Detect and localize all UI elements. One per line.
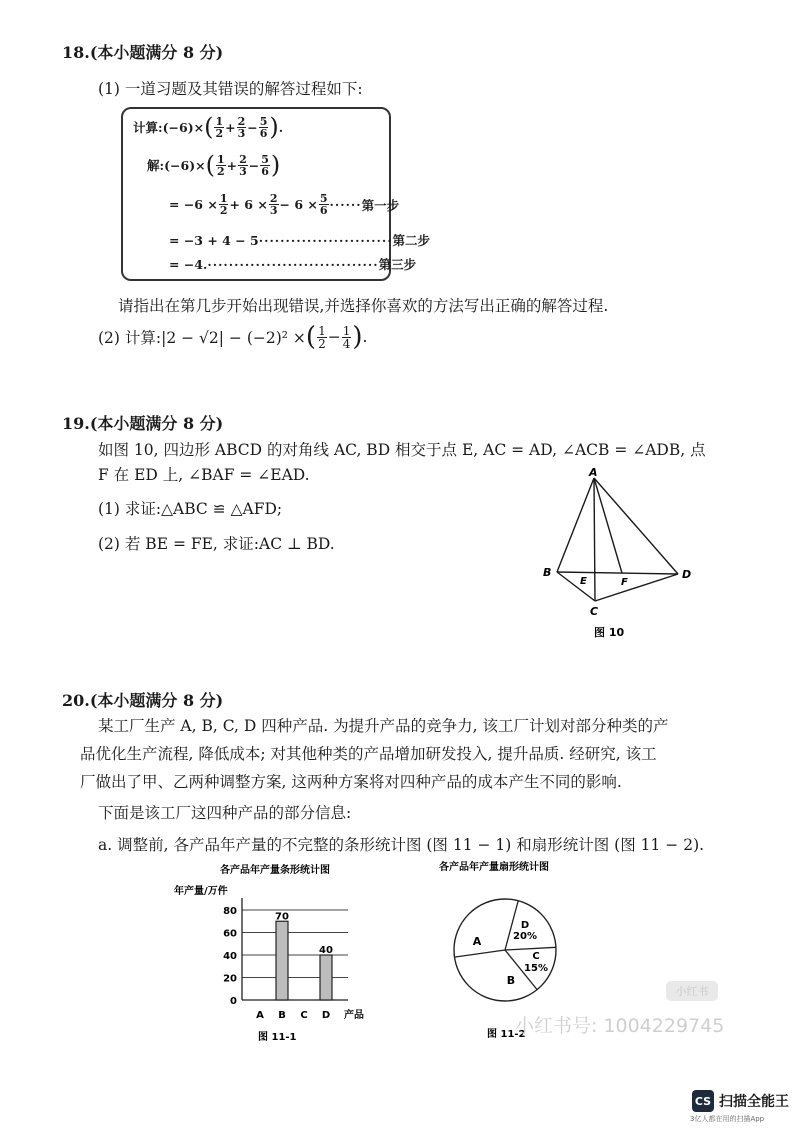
point-label-f: F [621,577,628,588]
fraction: $\frac{1}{2}$ [216,152,225,178]
bar-ytick-label: 0 [230,996,237,1007]
q18-solve-label: 解: [147,158,165,173]
q18-step3-row: = −4. ································ 第三步 [169,256,417,272]
q20-p3: 厂做出了甲、乙两种调整方案, 这两种方案将对四种产品的成本产生不同的影响. [80,773,622,791]
pie-label-b: B [506,974,516,987]
fraction: $\frac{1}{2}$ [219,192,228,217]
pie-slice-boundary [454,950,505,957]
pie-label-c: C [532,951,540,962]
vertex-label-b: B [543,566,552,579]
q18-header: 18.(本小题满分 8 分) [62,43,224,62]
q20-p1: 某工厂生产 A, B, C, D 四种产品. 为提升产品的竞争力, 该工厂计划对部分种类的产 [98,717,669,735]
pie-chart-slices [454,899,556,1001]
fraction: $\frac{2}{3}$ [269,192,278,217]
bar-ytick-label: 40 [223,951,237,962]
app-name: 扫描全能王 [719,1094,789,1110]
q18-solution-box [121,107,431,281]
bar-chart-ylabel: 年产量/万件 [174,886,228,897]
pie-percent-d: 20% [513,931,537,942]
fraction: $\frac{1}{2}$ [318,323,326,351]
fraction: $\frac{1}{4}$ [342,323,351,351]
bar-b [276,921,288,1000]
bar-chart-11-1 [170,858,390,1048]
bar-ytick-label: 60 [223,928,237,940]
q18-part2-expr: (2) 计算:|2 − √2| − (−2)² × [98,329,306,347]
q18-step1-a: = −6 × [169,197,218,212]
q19-header: 19.(本小题满分 8 分) [62,414,224,433]
camscanner-mark-icon: CS [692,1090,714,1112]
pie-percent-c: 15% [524,963,548,974]
bar-chart-title: 各产品年产量条形统计图 [220,865,330,876]
q20-header: 20.(本小题满分 8 分) [62,691,224,710]
fraction: $\frac{2}{3}$ [239,152,247,178]
q19-part2: (2) 若 BE = FE, 求证:AC ⊥ BD. [98,535,335,553]
q18-step3-expr: = −4. [169,256,208,272]
q19-part1: (1) 求证:△ABC ≌ △AFD; [98,500,283,518]
q18-step1-row: = −6 × $\frac{1}{2}$ + 6 × $\frac{2}{3}$ − 6 × $\frac{5}{6}$ ······ 第一步 [169,192,400,217]
vertex-label-a: A [589,468,598,479]
bar-xtick-label: B [278,1010,286,1021]
q18-solve-row: 解: (−6)× ( $\frac{1}{2}$ + $\frac{2}{3}$ − $\frac{5}{6}$ ) [147,151,281,179]
q18-part2: (2) 计算:|2 − √2| − (−2)² × ( $\frac{1}{2}$ − $\frac{1}{4}$ ) . [98,322,368,352]
bar-d [320,955,332,1000]
q18-calc-row: 计算: (−6)× ( $\frac{1}{2}$ + $\frac{2}{3}$ − $\frac{5}{6}$ ) . [133,113,284,141]
q18-step1-c: − 6 × [279,197,318,212]
watermark-text: 小红书号: 1004229745 [515,1015,725,1037]
point-label-e: E [580,576,587,587]
q18-part1-intro: (1) 一道习题及其错误的解答过程如下: [98,80,363,98]
bar-data-label: 40 [319,945,333,956]
q18-lead-factor: (−6)× [164,157,206,173]
q19-line2: F 在 ED 上, ∠BAF = ∠EAD. [98,466,310,484]
q18-step3-label: 第三步 [378,257,417,272]
bar-ytick-label: 20 [223,973,237,985]
bar-xtick-label: A [256,1010,264,1021]
bar-data-label: 70 [275,911,289,923]
bar-chart-xticks [256,1010,330,1021]
pie-slice-boundary [505,901,518,950]
bar-ytick-label: 80 [223,906,237,917]
vertex-label-c: C [590,605,599,618]
bar-chart-caption: 图 11-1 [258,1032,297,1043]
bar-xtick-label: C [300,1010,308,1021]
q18-step1-label: 第一步 [361,197,400,213]
fraction: $\frac{1}{2}$ [215,114,224,140]
bar-chart-bars [275,911,333,1000]
fraction: $\frac{5}{6}$ [259,114,268,140]
pie-chart-title: 各产品年产量扇形统计图 [439,862,549,873]
q18-lead-factor: (−6)× [162,119,205,135]
figure-10-quadrilateral [535,468,710,643]
fraction: $\frac{5}{6}$ [319,192,328,217]
bar-chart-xlabel: 产品 [344,1010,364,1021]
q20-p2: 品优化生产流程, 降低成本; 对其他种类的产品增加研发投入, 提升品质. 经研究, 该工 [80,745,657,763]
q19-line1: 如图 10, 四边形 ABCD 的对角线 AC, BD 相交于点 E, AC = AD, ∠ACB = ∠ADB, 点 [98,441,706,459]
q18-step2-label: 第二步 [392,233,431,248]
camscanner-logo [692,1090,789,1112]
pie-chart-caption: 图 11-2 [487,1029,526,1040]
q18-calc-label: 计算: [133,120,163,135]
bar-xtick-label: D [321,1010,331,1021]
q18-step2-row: = −3 + 4 − 5 ························· 第二步 [169,232,431,248]
watermark-badge: 小红书 [666,981,718,1001]
pie-label-d: D [520,920,530,931]
pie-label-a: A [472,935,482,948]
q18-step2-expr: = −3 + 4 − 5 [169,232,259,248]
q20-a-line: a. 调整前, 各产品年产量的不完整的条形统计图 (图 11 − 1) 和扇形统计图 (图 11 − 2). [98,836,705,854]
app-tagline: 3亿人都在用的扫描App [690,1115,765,1123]
bar-chart-yticks [223,906,237,1007]
fraction: $\frac{5}{6}$ [261,152,269,178]
q18-instruction: 请指出在第几步开始出现错误,并选择你喜欢的方法写出正确的解答过程. [118,297,609,315]
figure-10-caption: 图 10 [594,626,625,639]
q20-p4: 下面是该工厂这四种产品的部分信息: [98,804,352,822]
pie-slice-boundary [505,947,556,950]
vertex-label-d: D [682,568,692,581]
q18-step1-b: + 6 × [229,197,268,212]
fraction: $\frac{2}{3}$ [237,114,246,140]
